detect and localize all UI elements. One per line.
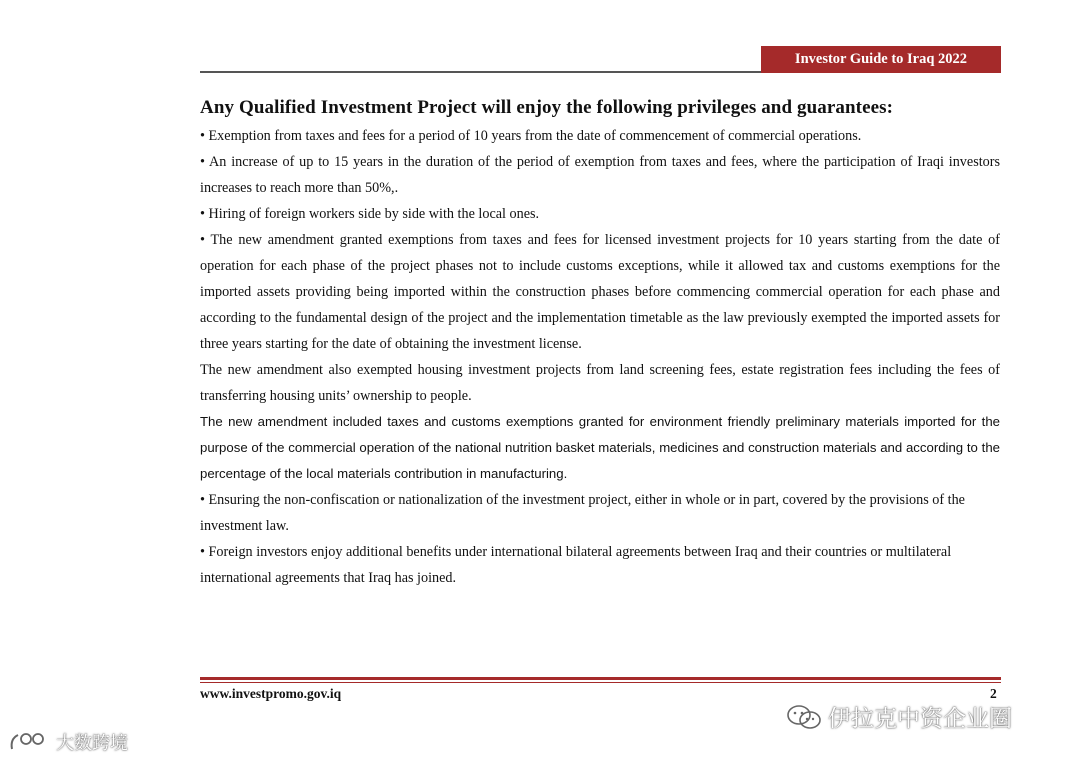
paragraph-new-amendment: • The new amendment granted exemptions from taxes and fees for licensed investment projects for 10 years starting from the date of operation for each phase of the project phases not to include customs exceptions, while it allowed tax and customs exemptions for the imported assets providing being imported within the construction phases before commencing commercial operation for each phase and according to the fundamental design of the project and the implementation timetable as the law previously exempted the imported assets for three years starting for the date of obtaining the investment license. — [200, 232, 1000, 352]
page-number: 2 — [990, 686, 997, 701]
paragraph-tax-exemption: • Exemption from taxes and fees for a period of 10 years from the date of commencement of commercial operations. — [200, 128, 862, 144]
paragraph-housing-exemption: The new amendment also exempted housing investment projects from land screening fees, estate registration fees including the fees of transferring housing units’ ownership to people. — [200, 362, 1000, 404]
footer-rule-thick — [200, 677, 1001, 680]
footer-url: www.investpromo.gov.iq — [200, 686, 342, 701]
header-rule — [200, 71, 761, 73]
paragraph-exemption-increase: • An increase of up to 15 years in the duration of the period of exemption from taxes and fees, where the participation of Iraqi investors increases to reach more than 50%,. — [200, 154, 1000, 196]
paragraph-materials-exemption: The new amendment included taxes and customs exemptions granted for environment friendly preliminary materials imported for the purpose of the commercial operation of the national nutrition basket materials, medicines and construction materials and according to the percentage of the local materials contribution in manufacturing. — [200, 414, 1000, 481]
paragraph-non-confiscation: • Ensuring the non-confiscation or nationalization of the investment project, either in whole or in part, covered by the provisions of the investment law. — [200, 492, 965, 534]
main-content — [200, 97, 1000, 591]
wechat-icon — [786, 704, 822, 730]
dashu-logo-icon — [8, 731, 50, 753]
watermark-dashu — [8, 729, 128, 755]
header-title-badge: Investor Guide to Iraq 2022 — [761, 46, 1001, 73]
paragraph-foreign-benefits: • Foreign investors enjoy additional benefits under international bilateral agreements between Iraq and their countries or multilateral international agreements that Iraq has joined. — [200, 544, 952, 586]
watermark-wechat — [786, 700, 1012, 733]
watermark-left-text: 大数跨境 — [56, 733, 128, 754]
paragraph-foreign-workers: • Hiring of foreign workers side by side with the local ones. — [200, 206, 540, 222]
watermark-right-text: 伊拉克中资企业圈 — [828, 706, 1012, 732]
footer-rule-thin — [200, 682, 1001, 683]
section-heading: Any Qualified Investment Project will enjoy the following privileges and guarantees: — [200, 97, 894, 118]
